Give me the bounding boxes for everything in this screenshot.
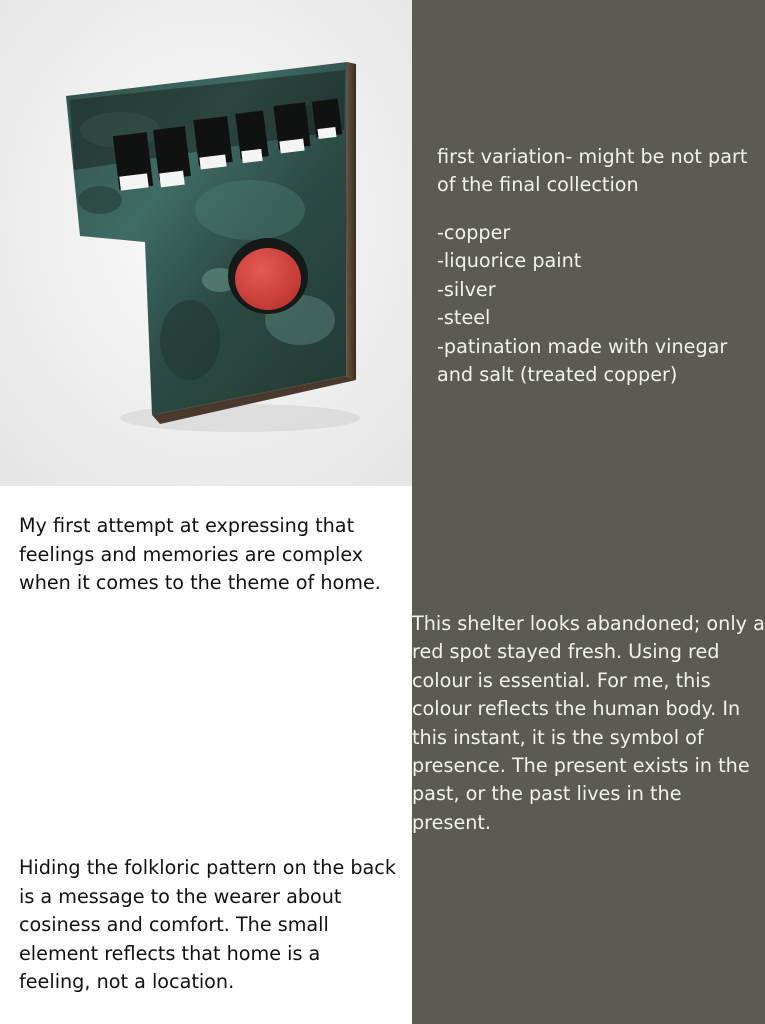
artist-statement: This shelter looks abandoned; only a red spot stayed fresh. Using red colour is essential. For me, this colour reflects the human body. In this instant, it is the symbol of presence. The present exists in the past, or the past lives in the present. [412,612,765,834]
material-item: -patination made with vinegar and salt (treated copper) [437,334,728,387]
material-item: -liquorice paint [437,249,582,273]
caption-first-attempt: My first attempt at expressing that feelings and memories are complex when it comes to the theme of home. [19,514,381,595]
caption-folkloric-pattern: Hiding the folkloric pattern on the back is a message to the wearer about cosiness and comfort. The small element reflects that home is a feeling, not a location. [19,856,396,994]
variation-note: first variation- might be not part of the final collection [437,145,748,197]
materials-list [437,219,757,389]
brooch-illustration [0,0,412,486]
brooch-edge [346,62,356,380]
material-item: -copper [437,221,511,244]
red-dot [235,248,301,310]
material-item: -silver [437,277,496,301]
material-item: -steel [437,306,491,330]
brooch-photo [0,0,412,486]
